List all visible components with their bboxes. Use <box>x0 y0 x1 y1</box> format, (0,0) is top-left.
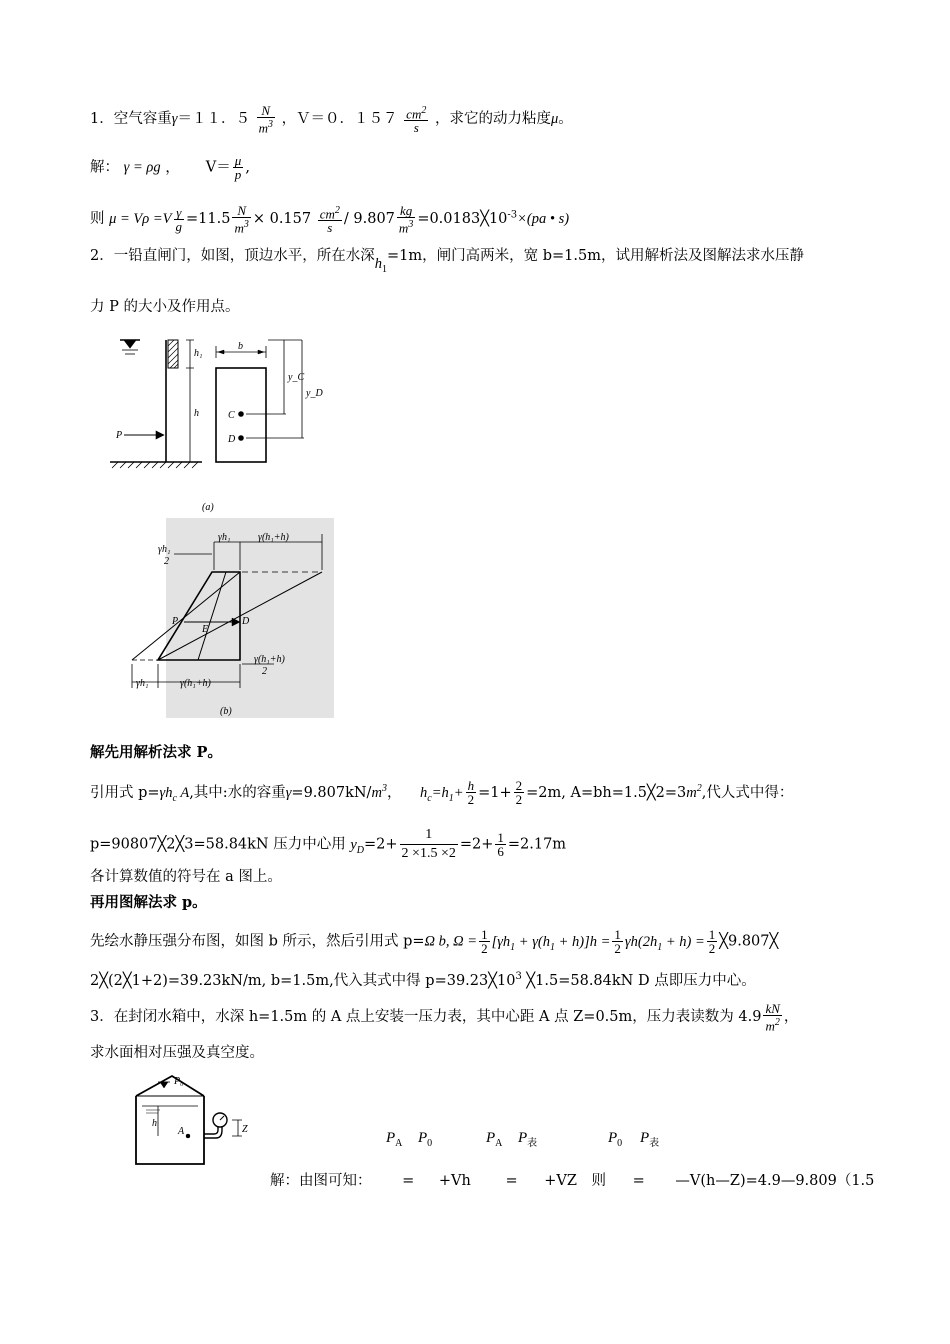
unit-pa-s: ×(pa • s) <box>517 211 570 228</box>
mu-symbol: μ <box>550 111 559 128</box>
fig-b-label-p: P <box>172 616 179 627</box>
value-11-5: =11.5 <box>186 211 231 228</box>
q3-solution-line: 解：由图可知： = +Vh = +VZ 则 = —V(h—Z)=4.9—9.809（1.5 <box>270 1173 875 1189</box>
unit-n-per-m3: $\frac{N}{m^3}$ <box>258 103 273 136</box>
q1-text-c: ，Ｖ＝０．１５７ <box>281 111 398 128</box>
tank-label-z: Z <box>242 1124 248 1135</box>
symbol-ptable-1: $P_表$ <box>518 1130 538 1149</box>
method2-title: 再用图解法求 p。 <box>90 894 207 911</box>
figure-a-gate-diagram <box>106 332 326 517</box>
fig-a-caption: (a) <box>202 502 214 513</box>
fig-a-label-h1: h₁ <box>194 348 203 359</box>
fig-b-label-e: E <box>202 624 209 635</box>
value-9807: / 9.807 <box>343 211 395 228</box>
q1-text-d: ，求它的动力粘度 <box>434 111 551 128</box>
symbol-p0-2: $P_0$ <box>608 1130 623 1149</box>
fig-b-caption: (b) <box>220 706 232 717</box>
q1-statement <box>90 104 870 134</box>
q2-statement-line2: 力 P 的大小及作用点。 <box>90 299 240 315</box>
fig-a-label-yc: y_C <box>288 372 305 383</box>
q1-text-a: 1．空气容重 <box>90 111 172 128</box>
q3-statement-line1: 3．在封闭水箱中，水深 h=1.5m 的 A 点上安装一压力表，其中心距 A 点 Z=0.5m，压力表读数为 4.9 $\frac{kN}{m^2}$ ， <box>90 1001 799 1034</box>
symbol-p0-1: $P_0$ <box>418 1130 433 1149</box>
fig-b-label-d: D <box>242 616 250 627</box>
gamma-over-g: $\frac{\gamma}{g}$ <box>175 204 183 234</box>
q1-text-b: ＝１１．５ <box>177 111 250 128</box>
fig-a-label-h: h <box>194 408 199 419</box>
q3-statement-line2: 求水面相对压强及真空度。 <box>90 1045 264 1061</box>
then-label: 则 <box>90 211 105 228</box>
q1-calculation: 则 μ = Vρ =V $\frac{\gamma}{g}$ =11.5 $\frac{N}{m^3}$ × 0.157 $\frac{cm^2}{s}$ / 9.807 $\frac{kg}{m^3}$ $=0.0183╳10^{-3}\times(pa$ • s) <box>90 203 570 236</box>
graphic-formula-line: 先绘水静压强分布图，如图 b 所示，然后引用式 p=Ω b, Ω = $\frac{1}{2}$ $[\gamma h_1 + \gamma(h_1 + h)]h$ = $\frac{1}{2}$ $\gamma h(2h_1 + h)$ = $\frac{1}{2}$ ╳9.807╳ <box>90 927 779 956</box>
unit-kg-m3: $\frac{kg}{m^3}$ <box>398 203 414 236</box>
fig-a-label-d: D <box>228 434 236 445</box>
q1-solution-relations: 解： γ = ρg ， V＝ $\frac{\mu}{p}$ , <box>90 153 250 182</box>
relation-gamma: γ = ρg <box>123 159 161 176</box>
gamma-symbol: γ <box>171 111 178 128</box>
fig-b-label-two-bottom: 2 <box>262 666 267 677</box>
value-00183: =0.0183 <box>417 211 481 228</box>
q2-statement-line1 <box>90 245 870 273</box>
figure-closed-tank <box>132 1074 257 1168</box>
fig-b-label-gh1h-bottom: γ(h₁+h) <box>180 678 211 689</box>
q3-solution-label: 解：由图可知： <box>270 1173 372 1189</box>
mu-expression: μ = Vρ =V <box>109 211 172 228</box>
unit-cm2-s-2: $\frac{cm^2}{s}$ <box>319 205 340 236</box>
solution-label: 解： <box>90 159 119 176</box>
symbol-note: 各计算数值的符号在 a 图上。 <box>90 869 282 885</box>
symbol-pa-2: $P_A$ <box>486 1130 503 1149</box>
fig-b-label-gh1h-half: γ(h₁+h) <box>254 654 285 665</box>
fig-a-label-yd: y_D <box>306 388 323 399</box>
fig-b-label-gh1h-top: γ(h₁+h) <box>258 532 289 543</box>
value-ten: 10 <box>488 211 508 228</box>
fig-a-label-p: P <box>116 430 123 441</box>
q2-text-a: 2．一铅直闸门，如图，顶边水平，所在水深 <box>90 248 375 264</box>
fig-b-label-gh1-half: γh₁ <box>158 544 171 555</box>
fig-b-label-gh1-bottom: γh₁ <box>136 678 149 689</box>
symbol-pa-1: $P_A$ <box>386 1130 403 1149</box>
q1-text-e: 。 <box>558 111 573 128</box>
unit-n-m3-2: $\frac{N}{m^3}$ <box>234 203 249 236</box>
graphic-result-line: 2╳(2╳1+2)=39.23kN/m, b=1.5m,代入其式中得 $p=39.23╳10^3$ ╳1.5=58.84kN D 点即压力中心。 <box>90 971 756 989</box>
value-0157: × 0.157 <box>252 211 312 228</box>
analytic-result-line: p=90807╳2╳3=58.84kN 压力中心用 $y_D=2+$ $\frac{1}{2 \times 1.5 \times 2}$ =2+ $\frac{1}{6}$ =2.17m <box>90 827 567 861</box>
figure-b-pressure-distribution <box>118 514 336 719</box>
h1-symbol: $h_1$ <box>374 256 387 275</box>
q2-text-b: =1m，闸门高两米，宽 b=1.5m，试用解析法及图解法求水压静 <box>386 248 804 264</box>
tank-label-a: A <box>178 1126 185 1137</box>
fig-a-label-b: b <box>238 341 243 352</box>
symbol-ptable-2: $P_表$ <box>640 1130 660 1149</box>
method1-title: 解先用解析法求 P。 <box>90 744 222 761</box>
tank-label-h: h <box>152 1118 157 1129</box>
tank-label-p0: P₀ <box>174 1076 184 1087</box>
mu-over-p: $\frac{\mu}{p}$ <box>234 153 242 182</box>
fig-b-label-two-top: 2 <box>164 556 169 567</box>
fig-a-label-c: C <box>228 410 235 421</box>
analytic-formula-line: 引用式 $p=\gamma h_c$ A,其中:水的容重$\gamma=9.807kN/m^3$， $h_c=h_1+$ $\frac{h}{2}$ =1+ $\frac{2}{2}$ =2m, $A=bh=1.5╳2=3m^2$,代人式中得： <box>90 778 794 808</box>
unit-cm2-per-s: $\frac{cm^2}{s}$ <box>406 105 427 136</box>
relation-v: V＝ <box>205 159 231 176</box>
fig-b-label-gh1-top: γh₁ <box>218 532 231 543</box>
